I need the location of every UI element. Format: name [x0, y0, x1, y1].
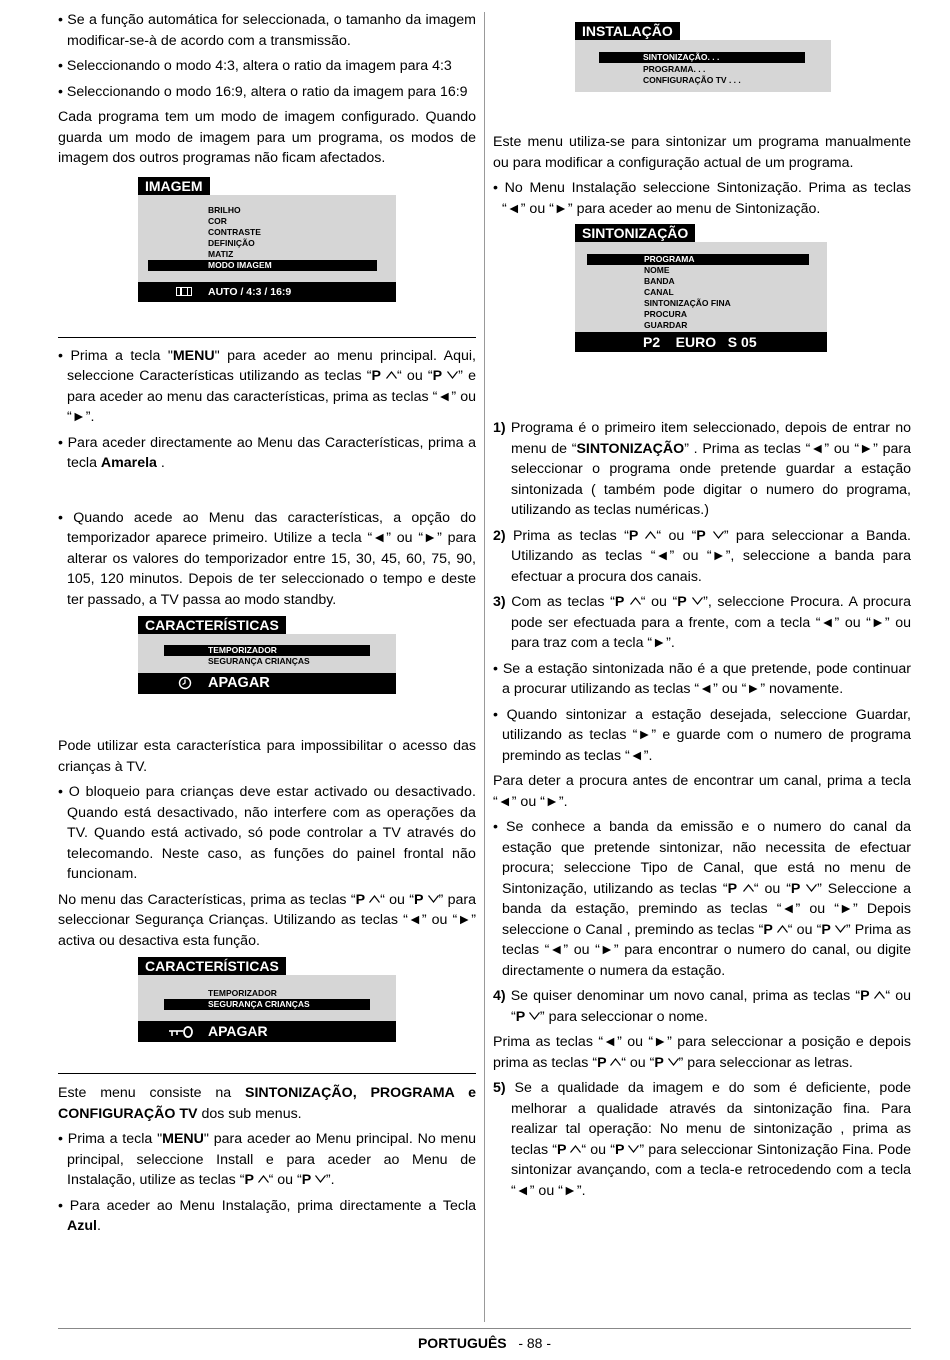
- paragraph-timer: • Quando acede ao Menu das características, a opção do temporizador aparece primeiro. Utilize a tecla “◄” ou “►” para alterar os valores do temporizador entre 15, 30, 45, 60, 75, 90, 105, 120 minutos. Depois de ter seleccionado o tempo e deste ter passado, a TV passa ao modo standby.: [58, 509, 476, 608]
- menu-title: CARACTERÍSTICAS: [138, 957, 286, 975]
- left-column: [58, 10, 476, 1242]
- step-5: 5) Se a qualidade da imagem e do som é deficiente, pode melhorar a qualidade através da sintonização fina. Para realizar tal operação: No menu de sintonização , prima as teclas “P “ ou “P ” para seleccionar Sintonização Fina. Pode sintonizar avançando, com a tecla-e retrocedendo com a tecla “◄” ou “►”.: [493, 1080, 911, 1199]
- page-footer: [58, 1328, 911, 1351]
- clock-icon: [178, 676, 192, 690]
- menu-item-sintonizacao-fina: SINTONIZAÇÃO FINA: [644, 298, 731, 308]
- step-1: 1) Programa é o primeiro item seleccionado, depois de entrar no menu de “SINTONIZAÇÃO” . Prima as teclas “◄” ou “►” para seleccionar o programa onde pretende guardar a estação sintonizada ( também pode digitar o numero do programa, utilizando as teclas numéricas.): [493, 420, 911, 518]
- section-rule: [58, 1073, 476, 1074]
- paragraph-install-menu: • Prima a tecla "MENU" para aceder ao Menu principal. No menu principal, seleccione Install e para aceder ao Menu de Instalação, utilize as teclas “P “ ou “P ”.: [58, 1131, 476, 1188]
- paragraph-43: • Seleccionando o modo 4:3, altera o ratio da imagem para 4:3: [58, 58, 452, 74]
- p-down-key: P: [791, 881, 817, 897]
- step-3: 3) Com as teclas “P “ ou “P ”, seleccione Procura. A procura pode ser efectuada para a frente, com a tecla “◄” ou “►” ou para traz com a tecla “►”.: [493, 594, 911, 651]
- column-divider: [484, 12, 485, 1322]
- menu-value-bar: [138, 673, 396, 694]
- paragraph-auto: • Se a função automática for seleccionada, o tamanho da imagem modificar-se-à de acordo com a transmissão.: [58, 12, 476, 49]
- paragraph-tuning-intro: Este menu utiliza-se para sintonizar um programa manualmente ou para modificar a configuração actual de um programa.: [493, 134, 911, 171]
- menu-item-contraste: CONTRASTE: [208, 226, 261, 237]
- menu-item-procura: PROCURA: [644, 309, 687, 319]
- menu-value: APAGAR: [208, 1023, 268, 1039]
- menu-item-banda: BANDA: [644, 276, 675, 286]
- section-rule: [58, 337, 476, 338]
- paragraph-program-mode: Cada programa tem um modo de imagem configurado. Quando guarda um modo de imagem para um programa, os modos de imagem dos outros programas não ficam afectados.: [58, 109, 476, 166]
- paragraph-band-channel: • Se conhece a banda da emissão e o numero do canal da estação que pretende sintonizar, não necessita de efectuar procura; seleccione Tipo de Canal, que está no menu de Sintonização, utilizando as teclas “P “ ou “P ” Seleccione a banda da estação, premindo as teclas “◄” ou “►” Depois seleccione o Canal , premindo as teclas “P “ ou “P ” Prima as teclas “◄” ou “►” para encontrar o numero do canal, ou digite directamente o numera da estação.: [493, 819, 912, 979]
- p-down-key: P: [302, 1172, 326, 1188]
- p-down-key: P: [516, 1009, 540, 1025]
- paragraph-amarela: • Para aceder directamente ao Menu das Características, prima a tecla Amarela .: [58, 434, 476, 471]
- paragraph-menu-key: • Prima a tecla "MENU" para aceder ao menu principal. Aqui, seleccione Características utilizando as teclas “P “ ou “P ” e para aceder ao menu das características, prima as teclas “◄” ou “►”.: [58, 347, 476, 425]
- p-down-key: P: [654, 1055, 678, 1071]
- p-up-key: P: [629, 528, 657, 544]
- paragraph-letters: Prima as teclas “◄” ou “►” para seleccionar a posição e depois prima as teclas “P “ ou “P ” para seleccionar as letras.: [493, 1034, 911, 1071]
- menu-item-programa: PROGRAMA: [587, 254, 809, 265]
- menu-item-seguranca: SEGURANÇA CRIANÇAS: [208, 656, 310, 666]
- paragraph-stop-search: Para deter a procura antes de encontrar um canal, prima a tecla “◄” ou “►”.: [493, 773, 911, 810]
- menu-item-nome: NOME: [644, 265, 670, 275]
- menu-item-temporizador: TEMPORIZADOR: [164, 645, 370, 656]
- caracteristicas-menu-lock: [58, 957, 476, 1043]
- paragraph-child-lock-intro: Pode utilizar esta característica para impossibilitar o acesso das crianças à TV.: [58, 738, 476, 775]
- menu-value-bar: [138, 282, 396, 302]
- paragraph-store: • Quando sintonizar a estação desejada, seleccione Guardar, utilizando as teclas “►” e guarde com o numero de programa premindo as teclas “◄”.: [493, 706, 911, 764]
- menu-title: IMAGEM: [138, 177, 210, 195]
- sintonizacao-menu: [493, 224, 911, 394]
- paragraph-continue-search: • Se a estação sintonizada não é a que pretende, pode continuar a procurar utilizando as teclas “◄” ou “►” novamente.: [493, 660, 911, 697]
- p-up-key: P: [557, 1142, 581, 1158]
- paragraph-child-lock: • O bloqueio para crianças deve estar activado ou desactivado. Quando está desactivado, não interfere com as operações da TV. Quando está activado, só pode controlar a TV através do telecomando. Neste caso, as funções do painel frontal não funcionam.: [58, 784, 476, 882]
- p-down-key: P: [821, 922, 845, 938]
- right-column: [493, 10, 911, 1206]
- p-down-key: P: [696, 528, 724, 544]
- menu-item-guardar: GUARDAR: [644, 320, 688, 330]
- page-number: - 88 -: [518, 1335, 552, 1351]
- paragraph-installation-intro: Este menu consiste na SINTONIZAÇÃO, PROGRAMA e CONFIGURAÇÃO TV dos sub menus.: [58, 1085, 476, 1122]
- menu-item-sintonizacao: SINTONIZAÇÃO. . .: [599, 52, 805, 63]
- p-up-key: P: [615, 594, 641, 610]
- menu-item-matiz: MATIZ: [208, 248, 234, 259]
- footer-text: [58, 1335, 911, 1351]
- menu-item-cor: COR: [208, 215, 227, 226]
- instalacao-menu: [493, 10, 911, 128]
- menu-value: APAGAR: [208, 675, 270, 691]
- menu-item-definicao: DEFINIÇÃO: [208, 237, 255, 248]
- menu-item-programa: PROGRAMA. . .: [643, 64, 706, 74]
- key-icon: [168, 1026, 194, 1038]
- imagem-menu: [58, 177, 476, 315]
- menu-item-configuracao-tv: CONFIGURAÇÃO TV . . .: [643, 75, 741, 85]
- paragraph-169: • Seleccionando o modo 16:9, altera o ratio da imagem para 16:9: [58, 83, 468, 100]
- caracteristicas-menu-timer: [58, 616, 476, 696]
- p-down-key: P: [433, 368, 458, 384]
- footer-language: PORTUGUÊS: [417, 1335, 507, 1351]
- p-up-key: P: [244, 1172, 268, 1188]
- footer-rule: [58, 1328, 911, 1329]
- paragraph-azul: • Para aceder ao Menu Instalação, prima directamente a Tecla Azul.: [58, 1197, 476, 1234]
- menu-value: AUTO / 4:3 / 16:9: [208, 285, 292, 298]
- p-up-key: P: [372, 368, 397, 384]
- p-down-key: P: [414, 892, 439, 908]
- step-4: 4) Se quiser denominar um novo canal, prima as teclas “P “ ou “P ” para seleccionar o nome.: [493, 988, 911, 1025]
- menu-item-seguranca: SEGURANÇA CRIANÇAS: [164, 999, 370, 1010]
- paragraph-tuning-access: • No Menu Instalação seleccione Sintonização. Prima as teclas “◄” ou “►” para aceder ao menu de Sintonização.: [493, 180, 911, 217]
- p-down-key: P: [677, 594, 703, 610]
- paragraph-seguranca: No menu das Características, prima as teclas “P “ ou “P ” para seleccionar Segurança Crianças. Utilizando as teclas “◄” ou “►” activa ou desactiva esta função.: [58, 891, 476, 949]
- aspect-ratio-icon: [176, 287, 192, 296]
- menu-item-temporizador: TEMPORIZADOR: [208, 988, 277, 998]
- menu-title: SINTONIZAÇÃO: [575, 224, 695, 242]
- menu-item-modo-imagem: MODO IMAGEM: [148, 260, 377, 271]
- p-up-key: P: [763, 922, 787, 938]
- p-up-key: P: [356, 892, 381, 908]
- menu-value-bar: [138, 1021, 396, 1042]
- step-2: 2) Prima as teclas “P “ ou “P ” para seleccionar a Banda. Utilizando as teclas “◄” ou “►”, seleccione a banda para efectuar a procura dos canais.: [493, 527, 911, 585]
- menu-item-brilho: BRILHO: [208, 204, 241, 215]
- p-up-key: P: [728, 881, 754, 897]
- menu-value: P2 EURO S 05: [643, 334, 757, 350]
- p-up-key: P: [597, 1055, 621, 1071]
- menu-title: CARACTERÍSTICAS: [138, 616, 286, 634]
- menu-title: INSTALAÇÃO: [575, 22, 680, 40]
- menu-value-bar: [575, 332, 827, 352]
- menu-item-canal: CANAL: [644, 287, 674, 297]
- p-down-key: P: [615, 1142, 639, 1158]
- p-up-key: P: [860, 988, 885, 1004]
